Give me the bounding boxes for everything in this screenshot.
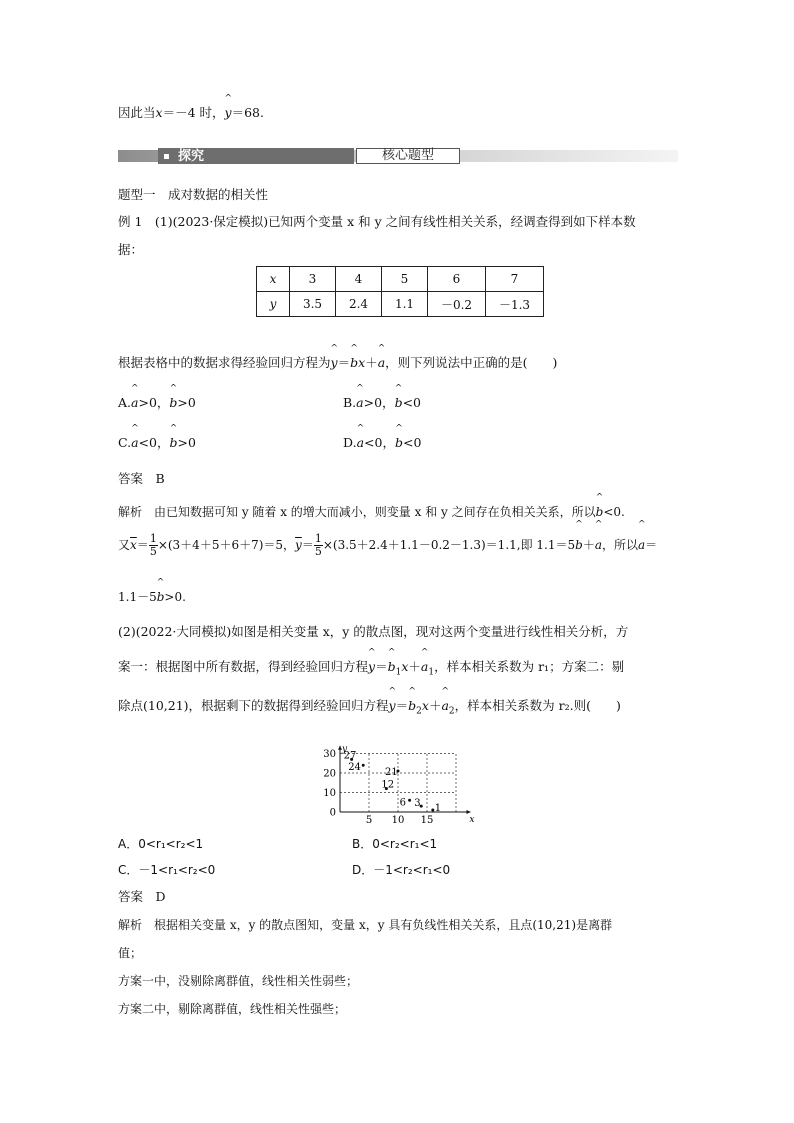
analysis-2-b: ×(3＋4＋5＋6＋7)＝5， xyxy=(157,538,296,552)
table-cell: 3.5 xyxy=(290,292,336,317)
frac-den: 5 xyxy=(149,545,157,558)
part2-line3-b: ，样本相关系数为 r₂.则( ) xyxy=(454,698,621,713)
part2-line2-a: 案一：根据图中所有数据，得到经验回归方程 xyxy=(118,659,369,674)
part2-line3-a: 除点(10,21)，根据剩下的数据得到经验回归方程 xyxy=(118,698,389,713)
y-axis-label: y xyxy=(342,744,348,755)
analysis-2-prefix: 又 xyxy=(118,538,131,552)
scatter-chart xyxy=(312,740,482,826)
y-tick-label: 20 xyxy=(323,768,336,780)
table-cell: 6 xyxy=(428,267,486,292)
intro-y-hat: ^ y xyxy=(225,104,232,122)
intro-prefix: 因此当 xyxy=(118,105,156,120)
section-bar xyxy=(118,148,678,164)
x-tick-label: 15 xyxy=(420,815,434,826)
option-b-a-sign: >0， xyxy=(363,395,395,410)
example1-line1: 例 1 (1)(2023·保定模拟)已知两个变量 x 和 y 之间有线性相关关系，经调查得到如下样本数 xyxy=(118,214,636,229)
part2-line1: (2)(2022·大同模拟)如图是相关变量 x，y 的散点图，现对这两个变量进行线性相关分析，方 xyxy=(118,624,629,639)
option-a-b-sign: >0 xyxy=(177,395,196,410)
part2-line3: 除点(10,21)，根据剩下的数据得到经验回归方程^ y＝^ $b_2x+\^{}$ $a_2$，样本相关系数为 r₂.则( ) xyxy=(118,697,621,721)
option-a-label: A. xyxy=(118,395,132,410)
intro-x-var: x xyxy=(155,105,163,120)
option-c-label: C. xyxy=(118,435,132,450)
option-c-a-sign: <0， xyxy=(138,435,170,450)
analysis-2-line2: 值； xyxy=(118,946,143,960)
data-table xyxy=(256,266,544,317)
option-a-a-sign: >0， xyxy=(138,395,170,410)
analysis-2-line3: 方案一中，没剔除离群值，线性相关性弱些； xyxy=(118,974,359,988)
intro-eq: ＝－4 时， xyxy=(162,105,225,120)
table-row-y xyxy=(257,292,544,317)
question-prefix: 根据表格中的数据求得经验回归方程为 xyxy=(118,355,331,370)
table-y-label: y xyxy=(269,297,277,311)
y-tick-label: 10 xyxy=(323,788,336,799)
analysis-1-end: <0. xyxy=(603,505,625,519)
x-tick-label: 5 xyxy=(365,815,373,826)
point-label: 24 xyxy=(348,762,361,774)
analysis-2-line4: 方案二中，剔除离群值，线性相关性强些； xyxy=(118,1002,347,1016)
fraction-one-fifth xyxy=(149,533,158,558)
part2-line2-b: ，样本相关系数为 r₁；方案二：剔 xyxy=(434,659,625,674)
part2-option-b[interactable]: B．0<r₂<r₁<1 xyxy=(352,837,438,851)
option-b-label: B. xyxy=(343,395,357,410)
analysis-3-end: >0. xyxy=(164,590,186,604)
answer-1: 答案 B xyxy=(118,471,165,486)
answer-2: 答案 D xyxy=(118,889,166,904)
frac-den: 5 xyxy=(314,545,322,558)
table-cell: 2.4 xyxy=(336,292,382,317)
analysis-1-text: 解析 由已知数据可知 y 随着 x 的增大而减小，则变量 x 和 y 之间存在负相关关系，所以 xyxy=(118,505,596,519)
x-axis-arrow xyxy=(467,810,471,814)
part2-option-a[interactable]: A．0<r₁<r₂<1 xyxy=(118,837,204,851)
x-axis-label: x xyxy=(469,815,475,825)
question-line: 根据表格中的数据求得经验回归方程为^ y＝^ bx＋^ a，则下列说法中正确的是( ) xyxy=(118,354,557,372)
section-bar-left xyxy=(158,148,354,164)
point-label: 3 xyxy=(414,798,421,810)
square-icon xyxy=(164,154,169,159)
intro-result: ＝68. xyxy=(231,105,264,120)
table-cell: 1.1 xyxy=(382,292,428,317)
fraction-one-fifth-2 xyxy=(314,533,323,558)
topic-title: 题型一 成对数据的相关性 xyxy=(118,187,269,202)
table-cell: 5 xyxy=(382,267,428,292)
table-cell: 3 xyxy=(290,267,336,292)
y-tick-label: 30 xyxy=(323,749,336,760)
point-label: 12 xyxy=(381,779,395,791)
analysis-2-c: ×(3.5＋2.4＋1.1－0.2－1.3)＝1.1,即 1.1＝5 xyxy=(322,538,576,552)
option-d-a-sign: <0， xyxy=(364,435,395,450)
part2-option-c[interactable]: C．－1<r₁<r₂<0 xyxy=(118,863,216,877)
x-tick-label: 10 xyxy=(391,815,405,826)
table-cell: －0.2 xyxy=(428,292,486,317)
option-c[interactable]: C.^ a<0，^ b>0 xyxy=(118,434,196,452)
option-c-b-sign: >0 xyxy=(177,435,196,450)
option-b-b-sign: <0 xyxy=(402,395,422,410)
option-a[interactable]: A.^ a>0，^ b>0 xyxy=(118,394,196,412)
analysis-1-line2: 又$\overline{x}=$ $\frac{1}{5}$ ×(3＋4＋5＋6＋7)＝5，$\overline{y}=$ $\frac{1}{5}$ ×(3.5＋2.4＋1.1－0.2－1.3)＝1.1,即 1.1＝5^ b＋^ a，所以^ a＝ xyxy=(118,530,657,560)
section-bar-right-label: 核心题型 xyxy=(356,148,460,164)
y-tick-label: 0 xyxy=(329,807,336,819)
table-x-label: x xyxy=(269,272,277,286)
option-d-label: D. xyxy=(343,435,357,450)
intro-line xyxy=(118,104,264,122)
analysis-2-line1: 解析 根据相关变量 x，y 的散点图知，变量 x，y 具有负线性相关关系，且点(10,21)是离群 xyxy=(118,918,613,932)
scatter-point xyxy=(408,799,411,802)
point-label: 1 xyxy=(434,803,442,815)
option-b[interactable]: B.^ a>0，^ b<0 xyxy=(343,394,421,412)
frac-num: 1 xyxy=(314,532,322,545)
frac-num: 1 xyxy=(149,532,157,545)
analysis-1-line3: 1.1－5^ b>0. xyxy=(118,588,186,606)
question-suffix: ，则下列说法中正确的是( ) xyxy=(385,355,558,370)
table-cell: 4 xyxy=(336,267,382,292)
part2-option-d[interactable]: D．－1<r₂<r₁<0 xyxy=(352,863,451,877)
table-cell: 7 xyxy=(486,267,544,292)
part2-line2: 案一：根据图中所有数据，得到经验回归方程^ y＝^ $b_1x+\^{}$ $a_1$，样本相关系数为 r₁；方案二：剔 xyxy=(118,658,624,682)
analysis-1-line1: 解析 由已知数据可知 y 随着 x 的增大而减小，则变量 x 和 y 之间存在负相关关系，所以^ b<0. xyxy=(118,503,625,521)
analysis-2-d: ，所以 xyxy=(601,538,638,552)
point-label: 6 xyxy=(399,797,406,809)
section-bar-left-label: 探究 xyxy=(178,149,205,164)
option-d[interactable]: D.^ a<0，^ b<0 xyxy=(343,434,421,452)
analysis-3-text: 1.1－5 xyxy=(118,590,157,604)
scatter-point xyxy=(362,764,365,767)
example1-line2: 据： xyxy=(118,242,144,257)
table-cell: －1.3 xyxy=(486,292,544,317)
option-d-b-sign: <0 xyxy=(402,435,422,450)
table-row-x xyxy=(257,267,544,292)
point-label: 27 xyxy=(343,750,357,762)
analysis-2-e: ＝ xyxy=(645,538,658,552)
point-label: 21 xyxy=(385,767,398,779)
